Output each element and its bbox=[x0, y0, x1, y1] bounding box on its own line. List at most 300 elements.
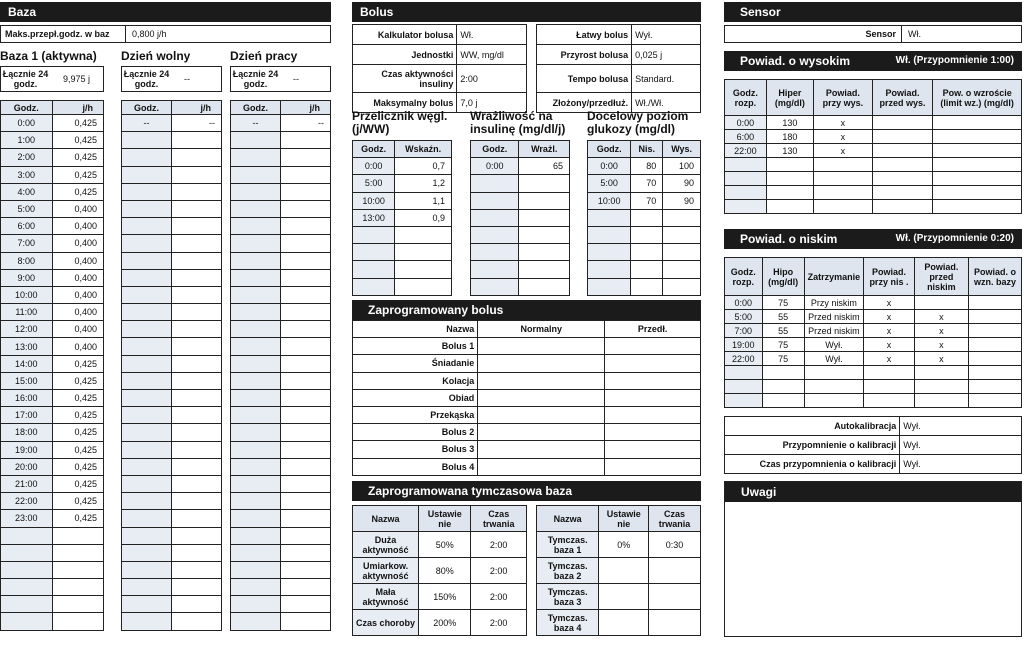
table-row bbox=[471, 209, 570, 226]
value-cell bbox=[519, 192, 570, 209]
time-cell bbox=[122, 441, 172, 458]
value-cell bbox=[395, 278, 452, 295]
rate-cell bbox=[52, 561, 104, 578]
value-cell: 130 bbox=[766, 116, 813, 130]
basal-profile-title: Dzień pracy bbox=[230, 49, 298, 63]
rate-cell bbox=[281, 252, 331, 269]
time-cell bbox=[231, 441, 281, 458]
rate-cell bbox=[172, 561, 222, 578]
table-row bbox=[725, 186, 1022, 200]
preset-bolus-name: Bolus 2 bbox=[353, 424, 478, 441]
value-cell: x bbox=[864, 324, 915, 338]
column-header: Nis. bbox=[631, 141, 663, 158]
table-row bbox=[122, 101, 222, 115]
time-cell bbox=[725, 366, 763, 380]
value-cell: x bbox=[864, 310, 915, 324]
value-cell bbox=[864, 394, 915, 408]
rate-cell: 0,425 bbox=[52, 510, 104, 527]
rate-cell bbox=[172, 372, 222, 389]
table-row bbox=[725, 338, 1022, 352]
time-cell bbox=[122, 510, 172, 527]
table-row bbox=[122, 613, 222, 630]
table-row bbox=[588, 175, 701, 192]
value-cell: x bbox=[914, 324, 968, 338]
temp-basal-percent bbox=[599, 610, 649, 636]
value-cell: x bbox=[814, 144, 873, 158]
value-cell bbox=[663, 278, 701, 295]
basal-total-label: Łącznie 24 godz. bbox=[1, 69, 55, 89]
time-cell bbox=[353, 244, 395, 261]
time-cell: 16:00 bbox=[1, 390, 53, 407]
time-cell bbox=[231, 149, 281, 166]
column-header: Powiad. przed niskim bbox=[914, 258, 968, 296]
rate-cell: 0,425 bbox=[52, 115, 104, 132]
preset-bolus-name: Bolus 3 bbox=[353, 441, 478, 458]
high-alert-title: Powiad. o wysokim bbox=[740, 54, 851, 68]
time-cell bbox=[1, 579, 53, 596]
value-cell bbox=[766, 200, 813, 214]
value-cell: 100 bbox=[663, 158, 701, 175]
value-cell bbox=[872, 186, 933, 200]
normal-cell bbox=[478, 406, 605, 423]
time-cell bbox=[231, 269, 281, 286]
value-cell: 75 bbox=[762, 296, 804, 310]
time-cell bbox=[122, 269, 172, 286]
table-row bbox=[122, 390, 222, 407]
table-row bbox=[231, 321, 331, 338]
table-row bbox=[1, 200, 104, 217]
table-row bbox=[1, 475, 104, 492]
table-row bbox=[1, 458, 104, 475]
setting-value: 7,0 j bbox=[457, 93, 527, 113]
sensor-row bbox=[724, 25, 1022, 43]
table-row bbox=[231, 269, 331, 286]
value-cell bbox=[519, 278, 570, 295]
table-row bbox=[1, 149, 104, 166]
rate-cell bbox=[172, 579, 222, 596]
value-cell bbox=[933, 116, 1022, 130]
setting-label: Maksymalny bolus bbox=[353, 93, 457, 113]
value-cell bbox=[804, 366, 864, 380]
normal-cell bbox=[478, 424, 605, 441]
basal-header: Baza bbox=[0, 2, 331, 22]
calibration-value: Wył. bbox=[900, 417, 1022, 436]
time-cell bbox=[231, 390, 281, 407]
value-cell bbox=[914, 380, 968, 394]
sensitivity-block bbox=[470, 110, 570, 296]
time-cell bbox=[231, 252, 281, 269]
table-row bbox=[1, 269, 104, 286]
table-row bbox=[725, 310, 1022, 324]
rate-cell bbox=[52, 596, 104, 613]
extended-cell bbox=[605, 355, 701, 372]
table-row bbox=[1, 321, 104, 338]
table-row bbox=[231, 183, 331, 200]
value-cell bbox=[631, 244, 663, 261]
time-cell bbox=[725, 158, 767, 172]
rate-cell: 0,400 bbox=[52, 338, 104, 355]
time-cell bbox=[122, 579, 172, 596]
time-cell: 7:00 bbox=[725, 324, 763, 338]
basal-total-row bbox=[121, 66, 222, 92]
rate-cell bbox=[281, 579, 331, 596]
table-row bbox=[122, 200, 222, 217]
rate-cell bbox=[172, 149, 222, 166]
basal-profile-title: Dzień wolny bbox=[121, 49, 191, 63]
bolus-settings-right bbox=[536, 24, 701, 113]
value-cell bbox=[631, 209, 663, 226]
time-cell: 0:00 bbox=[471, 158, 519, 175]
table-row bbox=[725, 394, 1022, 408]
table-row bbox=[122, 218, 222, 235]
time-cell bbox=[122, 596, 172, 613]
rate-cell bbox=[281, 527, 331, 544]
table-row bbox=[353, 321, 701, 338]
value-cell: x bbox=[914, 338, 968, 352]
table-row bbox=[122, 407, 222, 424]
rate-cell bbox=[172, 355, 222, 372]
table-row bbox=[231, 441, 331, 458]
column-header: Powiad. o wzn. bazy bbox=[968, 258, 1021, 296]
table-row bbox=[231, 252, 331, 269]
time-cell: 0:00 bbox=[588, 158, 631, 175]
value-cell: x bbox=[814, 116, 873, 130]
high-alert-status: Wł. (Przypomnienie 1:00) bbox=[895, 55, 1014, 66]
temp-basal-name: Duża aktywność bbox=[353, 532, 419, 558]
value-cell: Przed niskim bbox=[804, 310, 864, 324]
temp-basal-duration bbox=[649, 584, 701, 610]
table-row bbox=[353, 175, 452, 192]
temp-basal-name: Umiarkow. aktywność bbox=[353, 558, 419, 584]
rate-cell bbox=[281, 218, 331, 235]
time-cell: 23:00 bbox=[1, 510, 53, 527]
table-row bbox=[725, 380, 1022, 394]
rate-cell bbox=[172, 286, 222, 303]
table-row bbox=[471, 244, 570, 261]
rate-cell bbox=[52, 544, 104, 561]
rate-cell bbox=[172, 183, 222, 200]
rate-cell: 0,425 bbox=[52, 372, 104, 389]
rate-cell bbox=[172, 132, 222, 149]
value-cell bbox=[631, 226, 663, 243]
value-cell bbox=[814, 186, 873, 200]
time-cell bbox=[231, 304, 281, 321]
value-cell bbox=[968, 338, 1021, 352]
value-cell bbox=[933, 130, 1022, 144]
time-cell bbox=[725, 172, 767, 186]
carb-ratio-block bbox=[352, 110, 452, 296]
rate-cell bbox=[281, 493, 331, 510]
table-row bbox=[353, 158, 452, 175]
value-cell bbox=[631, 278, 663, 295]
table-row bbox=[537, 506, 701, 532]
rate-cell: 0,425 bbox=[52, 183, 104, 200]
value-cell: 180 bbox=[766, 130, 813, 144]
basal-total-label: Łącznie 24 godz. bbox=[122, 69, 176, 89]
time-cell bbox=[588, 209, 631, 226]
table-row bbox=[1, 493, 104, 510]
table-row bbox=[231, 475, 331, 492]
rate-cell bbox=[172, 200, 222, 217]
rate-cell bbox=[172, 338, 222, 355]
table-row bbox=[231, 424, 331, 441]
table-row bbox=[231, 304, 331, 321]
time-cell bbox=[122, 235, 172, 252]
temp-basal-name: Tymczas. baza 1 bbox=[537, 532, 599, 558]
table-row bbox=[353, 244, 452, 261]
table-row bbox=[231, 200, 331, 217]
column-header: Godz. rozp. bbox=[725, 80, 767, 116]
column-header: Wskaźn. bbox=[395, 141, 452, 158]
basal-total-row bbox=[230, 66, 331, 92]
time-cell bbox=[231, 493, 281, 510]
table-row bbox=[725, 352, 1022, 366]
time-cell: 5:00 bbox=[725, 310, 763, 324]
value-cell bbox=[872, 130, 933, 144]
low-alert-header bbox=[724, 229, 1022, 249]
value-cell bbox=[914, 394, 968, 408]
rate-cell bbox=[172, 424, 222, 441]
value-cell bbox=[872, 158, 933, 172]
time-cell bbox=[122, 355, 172, 372]
table-row bbox=[588, 278, 701, 295]
time-cell bbox=[353, 261, 395, 278]
rate-cell bbox=[172, 321, 222, 338]
table-row bbox=[353, 226, 452, 243]
table-row bbox=[353, 558, 527, 584]
table-row bbox=[231, 132, 331, 149]
low-alert-status: Wł. (Przypomnienie 0:20) bbox=[895, 233, 1014, 244]
value-cell bbox=[631, 261, 663, 278]
time-cell bbox=[231, 510, 281, 527]
table-row bbox=[122, 355, 222, 372]
table-row bbox=[1, 579, 104, 596]
value-cell bbox=[395, 244, 452, 261]
time-cell: 15:00 bbox=[1, 372, 53, 389]
table-row bbox=[588, 141, 701, 158]
basal-profile-title: Baza 1 (aktywna) bbox=[0, 49, 97, 63]
time-cell bbox=[231, 475, 281, 492]
notes-header: Uwagi bbox=[725, 482, 1021, 502]
rate-cell bbox=[281, 424, 331, 441]
value-cell bbox=[395, 261, 452, 278]
time-cell: 6:00 bbox=[1, 218, 53, 235]
table-row bbox=[537, 65, 701, 93]
table-row bbox=[1, 115, 104, 132]
table-row bbox=[231, 149, 331, 166]
column-header: Godz. bbox=[588, 141, 631, 158]
extended-cell bbox=[605, 458, 701, 475]
time-cell: -- bbox=[122, 115, 172, 132]
table-row bbox=[231, 510, 331, 527]
column-header: Wys. bbox=[663, 141, 701, 158]
table-row bbox=[537, 584, 701, 610]
column-header: Ustawie nie bbox=[419, 506, 471, 532]
table-row bbox=[231, 166, 331, 183]
time-cell: 22:00 bbox=[725, 144, 767, 158]
rate-cell bbox=[281, 613, 331, 630]
setting-value: Wł./Wł. bbox=[632, 93, 701, 113]
rate-cell bbox=[172, 252, 222, 269]
time-cell: 0:00 bbox=[725, 116, 767, 130]
rate-cell bbox=[172, 441, 222, 458]
time-cell bbox=[231, 407, 281, 424]
rate-cell: 0,400 bbox=[52, 200, 104, 217]
setting-label: Czas aktywności insuliny bbox=[353, 65, 457, 93]
time-cell bbox=[122, 527, 172, 544]
rate-cell bbox=[281, 355, 331, 372]
rate-cell: 0,425 bbox=[52, 475, 104, 492]
target-title: Docelowy poziom glukozy (mg/dl) bbox=[587, 109, 689, 136]
time-cell bbox=[231, 166, 281, 183]
table-row bbox=[1, 424, 104, 441]
table-row bbox=[471, 158, 570, 175]
value-cell bbox=[519, 244, 570, 261]
rate-cell: 0,425 bbox=[52, 407, 104, 424]
table-row bbox=[725, 258, 1022, 296]
value-cell bbox=[762, 366, 804, 380]
time-cell bbox=[471, 226, 519, 243]
rate-cell: 0,425 bbox=[52, 493, 104, 510]
setting-value: 0,025 j bbox=[632, 45, 701, 65]
normal-cell bbox=[478, 441, 605, 458]
time-cell: 10:00 bbox=[353, 192, 395, 209]
time-cell bbox=[122, 338, 172, 355]
column-header: Zatrzymanie bbox=[804, 258, 864, 296]
value-cell bbox=[968, 352, 1021, 366]
rate-cell: 0,425 bbox=[52, 390, 104, 407]
extended-cell bbox=[605, 372, 701, 389]
rate-cell bbox=[172, 493, 222, 510]
table-row bbox=[122, 493, 222, 510]
rate-cell: 0,400 bbox=[52, 321, 104, 338]
table-row bbox=[231, 115, 331, 132]
table-row bbox=[122, 235, 222, 252]
preset-bolus-section bbox=[352, 300, 701, 476]
extended-cell bbox=[605, 406, 701, 423]
time-cell bbox=[231, 544, 281, 561]
value-cell bbox=[933, 172, 1022, 186]
time-cell bbox=[122, 304, 172, 321]
table-row bbox=[353, 441, 701, 458]
temp-basal-duration: 2:00 bbox=[471, 558, 527, 584]
temp-basal-duration: 2:00 bbox=[471, 610, 527, 636]
time-cell bbox=[122, 132, 172, 149]
table-row bbox=[122, 579, 222, 596]
table-row bbox=[353, 338, 701, 355]
table-row bbox=[122, 372, 222, 389]
time-cell bbox=[122, 407, 172, 424]
time-cell bbox=[231, 596, 281, 613]
rate-cell bbox=[281, 286, 331, 303]
column-header: Nazwa bbox=[353, 506, 419, 532]
max-basal-row bbox=[0, 25, 331, 43]
table-row bbox=[725, 366, 1022, 380]
rate-cell bbox=[172, 510, 222, 527]
value-cell bbox=[968, 310, 1021, 324]
value-cell: 70 bbox=[631, 192, 663, 209]
time-cell: -- bbox=[231, 115, 281, 132]
table-row bbox=[588, 244, 701, 261]
time-cell: 13:00 bbox=[1, 338, 53, 355]
rate-cell: -- bbox=[172, 115, 222, 132]
time-cell: 9:00 bbox=[1, 269, 53, 286]
table-row bbox=[1, 355, 104, 372]
value-cell: 75 bbox=[762, 338, 804, 352]
rate-cell bbox=[172, 613, 222, 630]
rate-cell bbox=[172, 166, 222, 183]
table-row bbox=[725, 158, 1022, 172]
value-cell bbox=[804, 380, 864, 394]
time-cell bbox=[588, 226, 631, 243]
basal-profile bbox=[230, 50, 331, 631]
time-cell: 0:00 bbox=[353, 158, 395, 175]
value-cell bbox=[766, 172, 813, 186]
setting-label: Tempo bolusa bbox=[537, 65, 632, 93]
time-cell: 13:00 bbox=[353, 209, 395, 226]
time-cell bbox=[231, 321, 281, 338]
rate-cell bbox=[281, 321, 331, 338]
value-cell bbox=[814, 158, 873, 172]
table-row bbox=[353, 45, 527, 65]
setting-label: Przyrost bolusa bbox=[537, 45, 632, 65]
table-row bbox=[353, 610, 527, 636]
column-header: Godz. bbox=[122, 101, 172, 115]
bolus-section bbox=[352, 0, 701, 22]
preset-bolus-name: Przekąska bbox=[353, 406, 478, 423]
rate-cell: 0,400 bbox=[52, 218, 104, 235]
table-row bbox=[725, 172, 1022, 186]
table-row bbox=[588, 261, 701, 278]
time-cell: 2:00 bbox=[1, 149, 53, 166]
table-row bbox=[471, 192, 570, 209]
rate-cell bbox=[281, 544, 331, 561]
calibration-value: Wył. bbox=[900, 455, 1022, 474]
table-row bbox=[588, 226, 701, 243]
column-header: j/h bbox=[281, 101, 331, 115]
value-cell: 1,1 bbox=[395, 192, 452, 209]
table-row bbox=[122, 596, 222, 613]
basal-total-value: -- bbox=[184, 74, 190, 84]
rate-cell bbox=[172, 304, 222, 321]
rate-cell bbox=[281, 390, 331, 407]
time-cell: 3:00 bbox=[1, 166, 53, 183]
time-cell bbox=[122, 149, 172, 166]
time-cell bbox=[231, 132, 281, 149]
table-row bbox=[725, 417, 1022, 436]
time-cell bbox=[231, 613, 281, 630]
rate-cell bbox=[281, 407, 331, 424]
table-row bbox=[231, 355, 331, 372]
time-cell bbox=[725, 380, 763, 394]
time-cell bbox=[122, 613, 172, 630]
setting-value: Wył. bbox=[632, 25, 701, 45]
time-cell: 22:00 bbox=[725, 352, 763, 366]
value-cell: x bbox=[864, 296, 915, 310]
notes-section bbox=[724, 481, 1022, 637]
value-cell bbox=[933, 144, 1022, 158]
column-header: Wrażl. bbox=[519, 141, 570, 158]
calibration-label: Autokalibracja bbox=[725, 417, 900, 436]
time-cell bbox=[471, 192, 519, 209]
table-row bbox=[353, 25, 527, 45]
table-row bbox=[231, 338, 331, 355]
time-cell bbox=[471, 244, 519, 261]
table-row bbox=[471, 175, 570, 192]
table-row bbox=[353, 532, 527, 558]
value-cell bbox=[968, 380, 1021, 394]
max-basal-value: 0,800 j/h bbox=[125, 26, 167, 42]
